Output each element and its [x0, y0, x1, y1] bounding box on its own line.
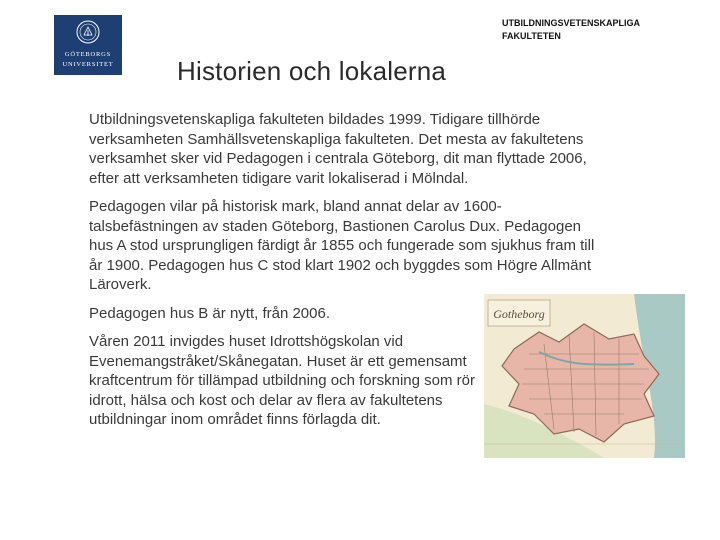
logo-text-line2: UNIVERSITET [62, 61, 114, 68]
paragraph-2: Pedagogen vilar på historisk mark, bland annat delar av 1600-talsbefästningen av staden Göteborg, Bastionen Carolus Dux. Pedagogen hus A stod ursprungligen färdigt år 1855 och fungerade som sjukhus fram till år 1900. Pedagogen hus C stod klart 1902 och byggdes som Högre Allmänt Läroverk. [89, 198, 595, 293]
university-seal-icon [76, 20, 100, 44]
historical-map-image [484, 294, 685, 458]
fortification-map-icon [484, 294, 685, 458]
university-logo [54, 15, 122, 75]
faculty-name [502, 17, 702, 43]
paragraph-4: Våren 2011 invigdes huset Idrottshögskolan vid Evenemangstråket/Skånegatan. Huset är ett gemensamt kraftcentrum för tillämpad utbildning och forskning som rör idrott, hälsa och kost och delar av flera av fakultetens utbildningar inom området finns förlagda dit. [89, 333, 476, 428]
faculty-name-line1: UTBILDNINGSVETENSKAPLIGA [502, 18, 641, 28]
paragraph-1: Utbildningsvetenskapliga fakulteten bildades 1999. Tidigare tillhörde verksamheten Samhällsvetenskapliga fakulteten. Det mesta av fakultetens verksamhet sker vid Pedagogen i centrala Göteborg, dit man flyttade 2006, efter att verksamheten tidigare varit lokaliserad i Mölndal. [89, 111, 587, 187]
map-label: Gotheborg [493, 307, 545, 321]
logo-text-line1: GÖTEBORGS [64, 51, 112, 58]
faculty-name-line2: FAKULTETEN [502, 31, 561, 41]
paragraph-3: Pedagogen hus B är nytt, från 2006. [89, 304, 331, 322]
page-title: Historien och lokalerna [177, 56, 447, 86]
